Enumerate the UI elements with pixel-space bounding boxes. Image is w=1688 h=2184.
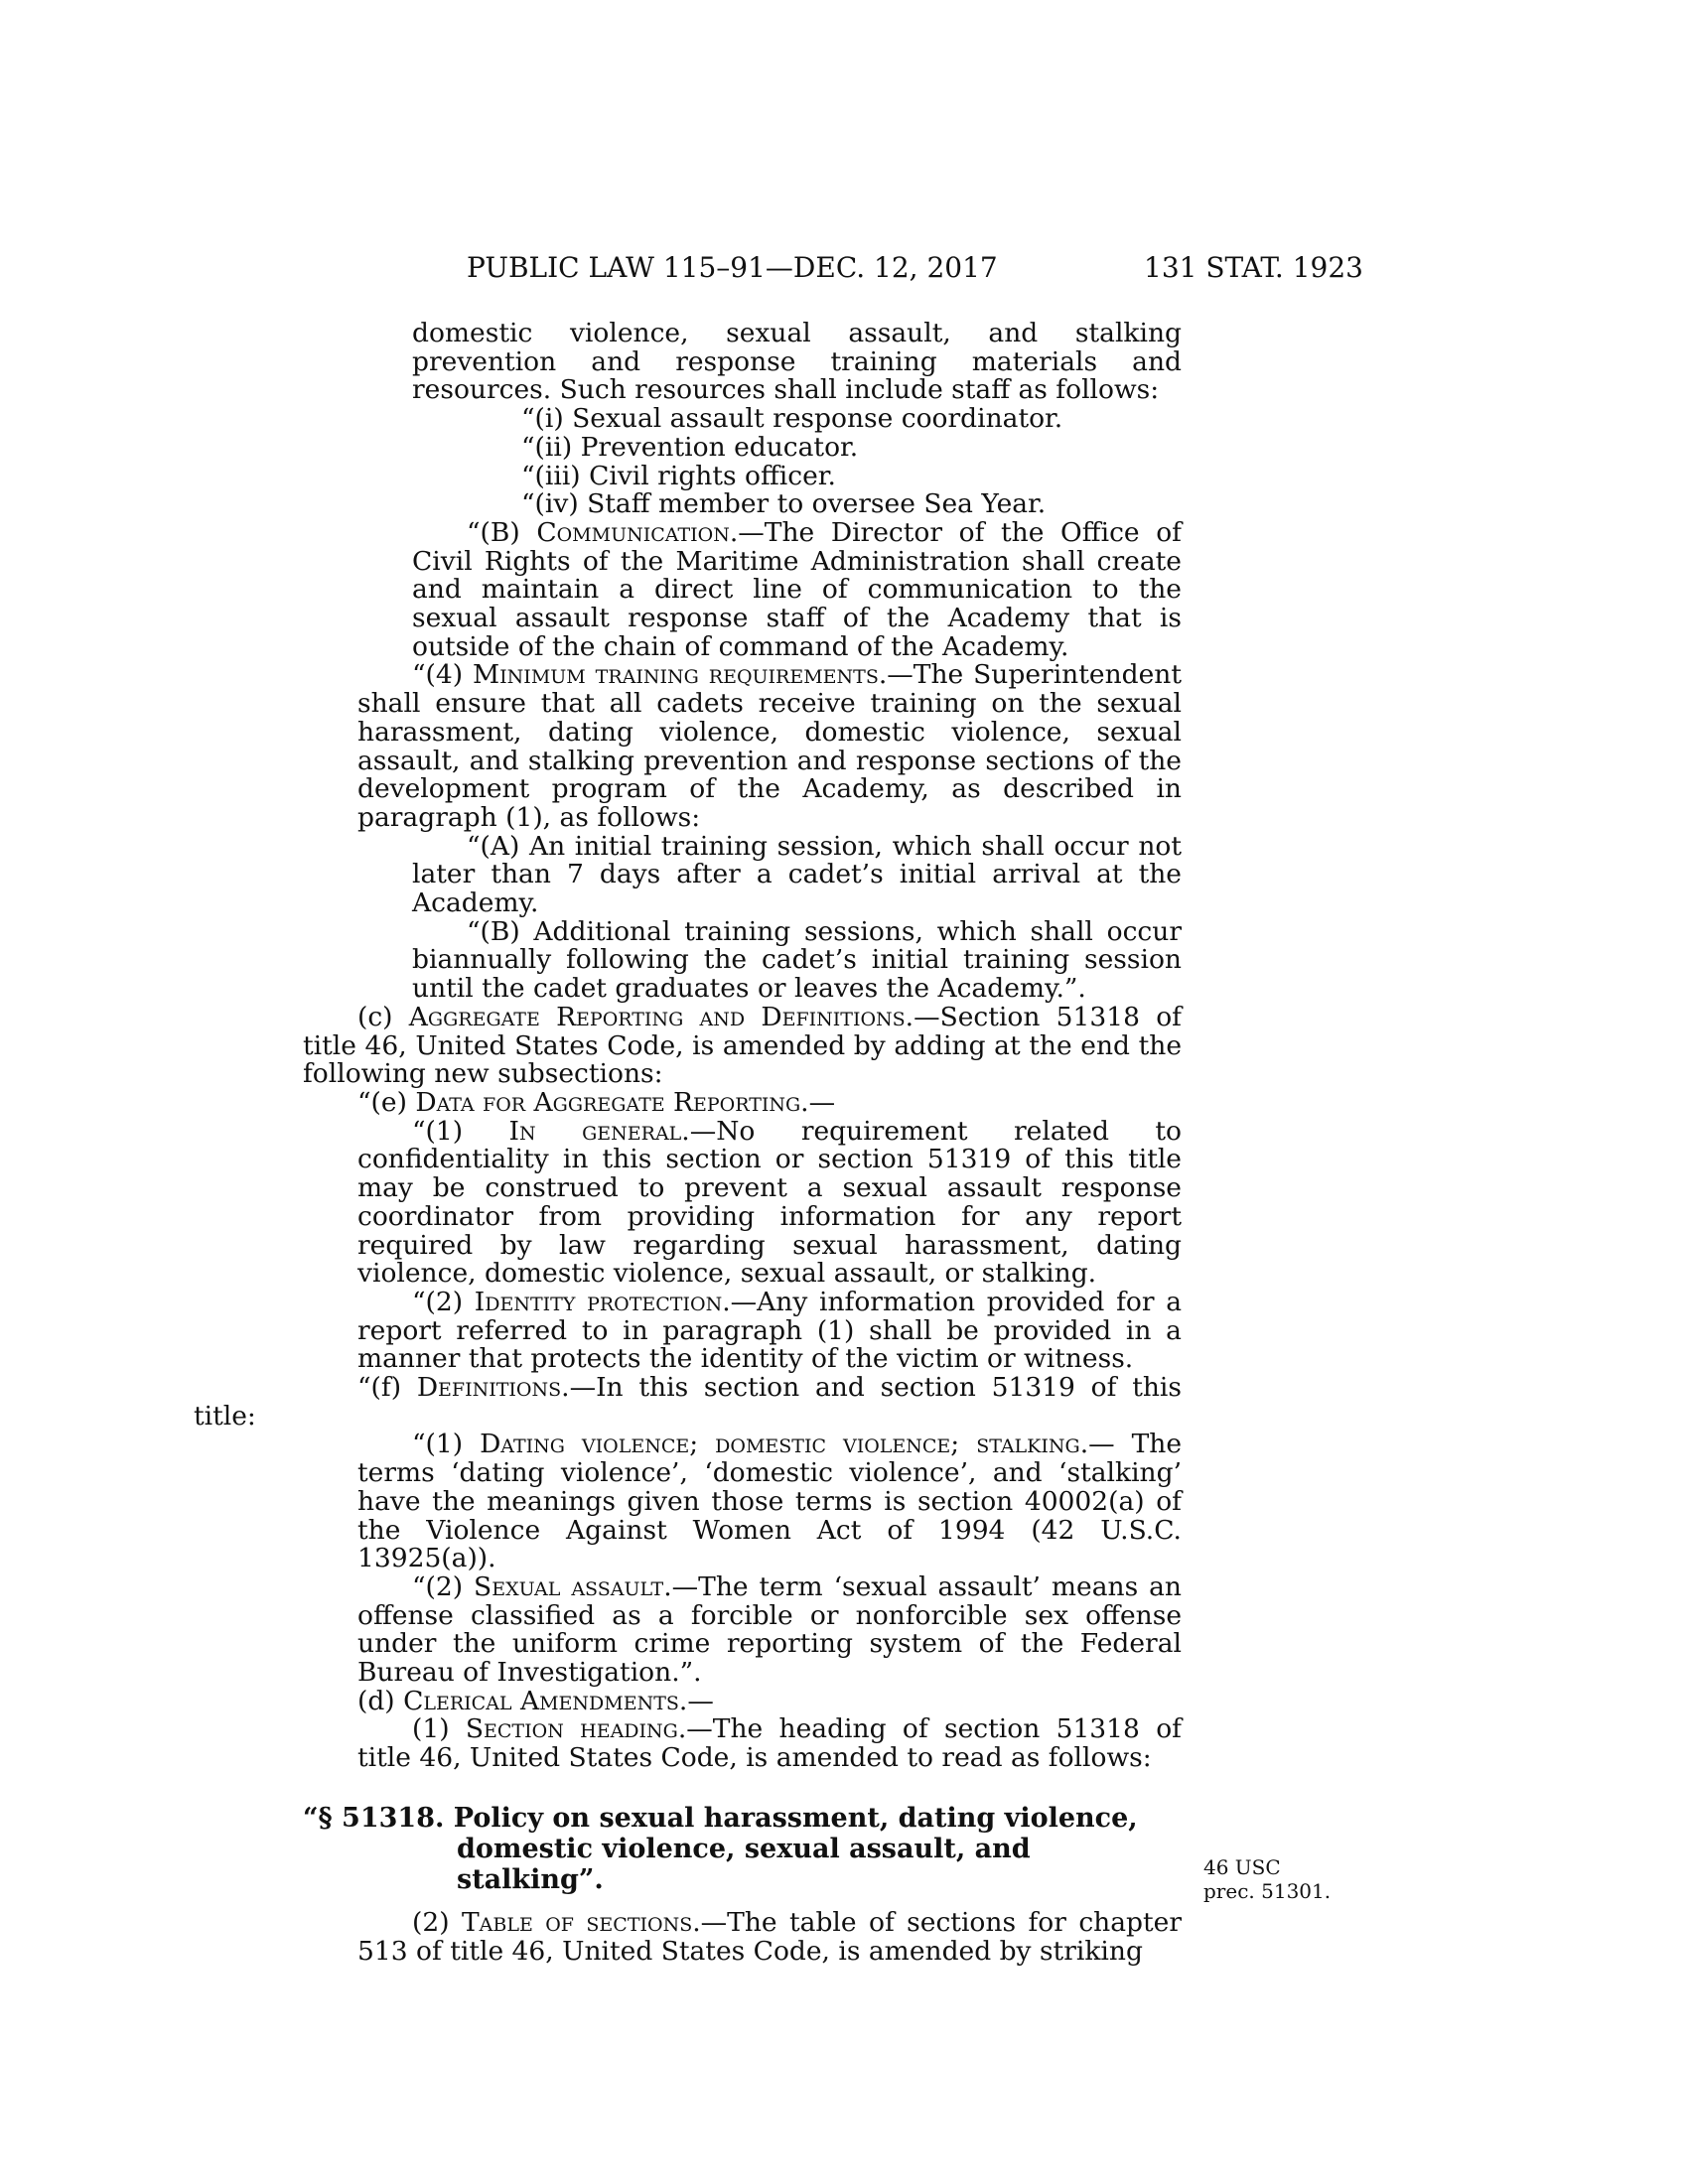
paragraph-f2 [303, 1570, 1182, 1689]
subsection-c [303, 1001, 1182, 1090]
paragraph-e1 [303, 1115, 1182, 1290]
section-number: “§ 51318. [303, 1802, 445, 1834]
paragraph-text: .—No requirement related to confidentiality in this section or section 51319 of this title may be construed to prevent a sexual assault response coordinator from providing information for any report required by law regarding sexual harassment, dating violence, domestic violence, sexual assault, or stalking. [357, 1115, 1182, 1290]
subparagraph-b-communication [303, 516, 1182, 662]
paragraph-text: .—Any information provided for a report referred to in paragraph (1) shall be provided in a manner that protects the identity of the victim or witness. [357, 1286, 1182, 1375]
section-heading [303, 1803, 1182, 1895]
subsection-text: .— [800, 1086, 836, 1118]
subsection-text: .—In this section and section 51319 of this title: [194, 1372, 1182, 1432]
subsection-heading: Definitions [416, 1372, 562, 1404]
paragraph-continuation: domestic violence, sexual assault, and stalking prevention and response training materials and resources. Such resources shall include staff as follows: [412, 318, 1182, 406]
subsection-heading: Clerical Amendments [403, 1685, 679, 1716]
paragraph-heading: Sexual assault [474, 1570, 664, 1602]
paragraph-f1 [303, 1431, 1182, 1573]
paragraph-heading: Identity protection [474, 1286, 723, 1317]
list-item-iv: “(iv) Staff member to oversee Sea Year. [521, 488, 1047, 520]
margin-citation-line-2: prec. 51301. [1203, 1879, 1332, 1903]
paragraph-heading: Minimum training requirements [473, 659, 879, 691]
paragraph-4-minimum-training [303, 661, 1182, 832]
paragraph-heading: Dating violence; domestic violence; stalking [480, 1429, 1080, 1460]
subsection-label: (c) [357, 1001, 409, 1032]
statute-body [194, 318, 1182, 1967]
paragraph-d2 [303, 1906, 1182, 1967]
paragraph-text: .— The terms ‘dating violence’, ‘domestic violence’, and ‘stalking’ have the meanings given those terms is section 40002(a) of the Violence Against Women Act of 1994 (42 U.S.C. 13925(a)). [357, 1429, 1182, 1574]
paragraph-text: .—The Superintendent shall ensure that all cadets receive training on the sexual harassment, dating violence, domestic violence, sexual assault, and stalking prevention and response sections of the development program of the Academy, as described in paragraph (1), as follows: [357, 659, 1182, 833]
subsection-heading: Aggregate Reporting and Definitions [408, 1001, 906, 1032]
subparagraph-heading: Communication [536, 516, 730, 548]
paragraph-text: .—The term ‘sexual assault’ means an offense classified as a forcible or nonforcible sex offense under the uniform crime reporting system of the Federal Bureau of Investigation.”. [357, 1570, 1182, 1689]
margin-citation-line-1: 46 USC [1203, 1855, 1281, 1879]
subparagraph-a-initial: “(A) An initial training session, which shall occur not later than 7 days after a cadet’s initial arrival at the Academy. [412, 830, 1182, 919]
page-number: 131 STAT. 1923 [1144, 251, 1363, 284]
section-title: Policy on sexual harassment, dating violence, domestic violence, sexual assault, and stalking”. [453, 1802, 1138, 1895]
subsection-heading: Data for Aggregate Reporting [415, 1086, 801, 1118]
paragraph-text: .—The heading of section 51318 of title 46, United States Code, is amended to read as follows: [357, 1713, 1182, 1774]
subsection-d [303, 1685, 1182, 1716]
paragraph-heading: Table of sections [461, 1906, 693, 1938]
list-item-i: “(i) Sexual assault response coordinator. [521, 403, 1063, 435]
paragraph-text: .—The table of sections for chapter 513 of title 46, United States Code, is amended by striking [357, 1906, 1182, 1967]
paragraph-label: “(2) [412, 1286, 475, 1317]
paragraph-heading: In general [508, 1115, 682, 1147]
subsection-text: .—Section 51318 of title 46, United States Code, is amended by adding at the end the following new subsections: [303, 1001, 1182, 1090]
subsection-label: “(e) [357, 1086, 416, 1118]
paragraph-label: “(4) [412, 659, 474, 691]
subsection-f [194, 1374, 1182, 1431]
margin-citation [1203, 1855, 1331, 1903]
list-item-iii: “(iii) Civil rights officer. [521, 460, 836, 491]
paragraph-label: (1) [412, 1713, 466, 1745]
paragraph-label: “(1) [412, 1429, 481, 1460]
paragraph-heading: Section heading [465, 1713, 678, 1745]
subsection-label: “(f) [357, 1372, 417, 1404]
list-item-ii: “(ii) Prevention educator. [521, 431, 859, 463]
subsection-e [303, 1086, 1182, 1118]
paragraph-label: (2) [412, 1906, 462, 1938]
subparagraph-b-additional: “(B) Additional training sessions, which shall occur biannually following the cadet’s initial training session until the cadet graduates or leaves the Academy.”. [412, 915, 1182, 1005]
subparagraph-label: “(B) [467, 516, 537, 548]
paragraph-label: “(2) [412, 1570, 475, 1602]
running-header-title: PUBLIC LAW 115–91—DEC. 12, 2017 [467, 251, 998, 284]
paragraph-d1 [303, 1715, 1182, 1772]
paragraph-label: “(1) [412, 1115, 509, 1147]
paragraph-e2 [303, 1286, 1182, 1375]
subparagraph-text: .—The Director of the Office of Civil Rights of the Maritime Administration shall create and maintain a direct line of communication to the sexual assault response staff of the Academy that is outside of the chain of command of the Academy. [412, 516, 1182, 662]
subsection-label: (d) [357, 1685, 404, 1716]
subsection-text: .— [678, 1685, 714, 1716]
